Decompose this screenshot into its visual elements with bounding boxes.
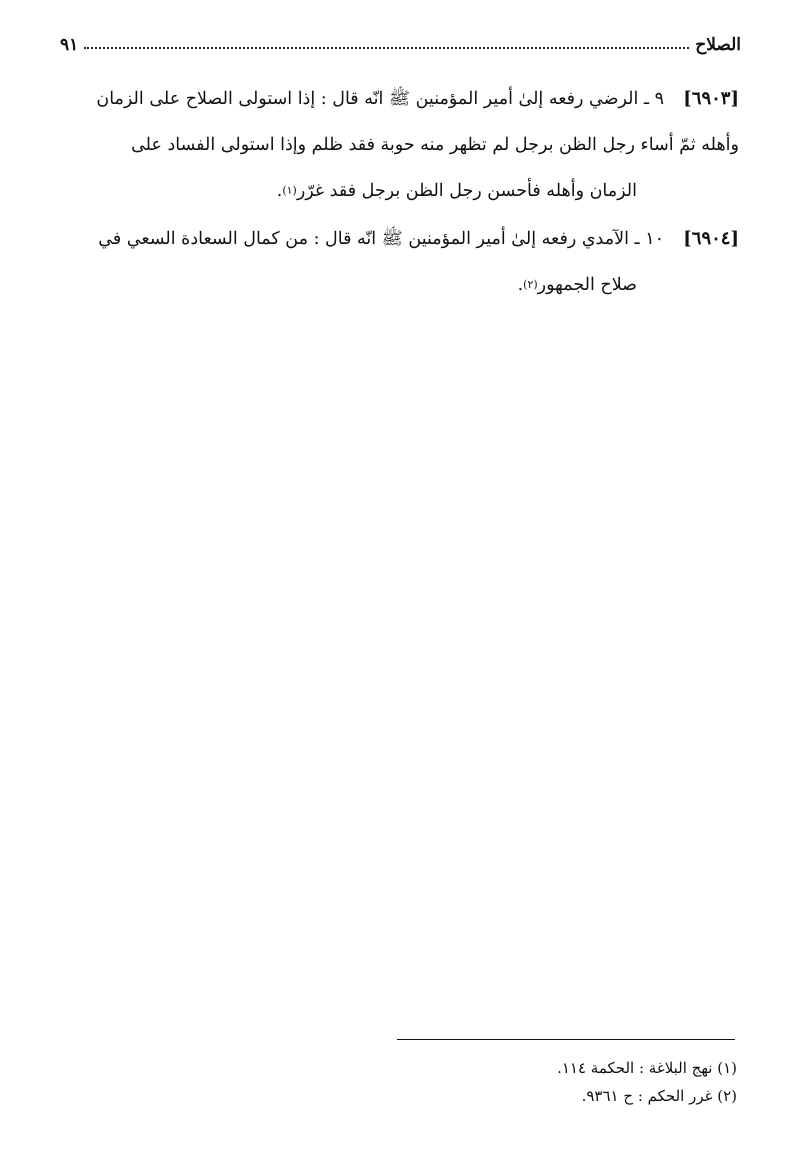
footnote: (١) نهج البلاغة : الحكمة ١١٤. [557,1059,737,1077]
entry-end: . [517,275,524,295]
entry-text: وأهله ثمّ أساء رجل الظن برجل لم تظهر منه حوبة فقد ظلم وإذا استولى الفساد على [131,135,739,155]
footnote: (٢) غرر الحكم : ح ٩٣٦١. [581,1087,737,1105]
entry-text: الزمان وأهله فأحسن رجل الظن برجل فقد غرّر [296,181,637,201]
entry-line [56,122,739,168]
chapter-title: الصلاح [695,35,741,55]
entry-text: ٩ ـ الرضي رفعه إلىٰ أمير المؤمنين ﷺ انّه قال : إذا استولى الصلاح على الزمان [96,89,664,109]
entry-end: . [276,181,283,201]
entry-line: الزمان وأهله فأحسن رجل الظن برجل فقد غرّر (١) . [56,168,739,214]
footnote-separator [397,1039,735,1040]
entry-number: [٦٩٠٣] [683,88,739,109]
entry-text: ١٠ ـ الآمدي رفعه إلىٰ أمير المؤمنين ﷺ انّه قال : من كمال السعادة السعي في [98,229,664,249]
entry-number: [٦٩٠٤] [683,228,739,249]
running-header [60,30,741,60]
page-number: ٩١ [60,35,79,55]
entry-line: صلاح الجمهور (٢) . [56,262,739,308]
entry-line [56,76,739,122]
hadith-entry [56,76,739,214]
entry-line [56,216,739,262]
hadith-entry [56,216,739,308]
leader-dots [84,47,689,49]
footnotes [557,1054,737,1110]
entry-text: صلاح الجمهور [537,275,637,295]
